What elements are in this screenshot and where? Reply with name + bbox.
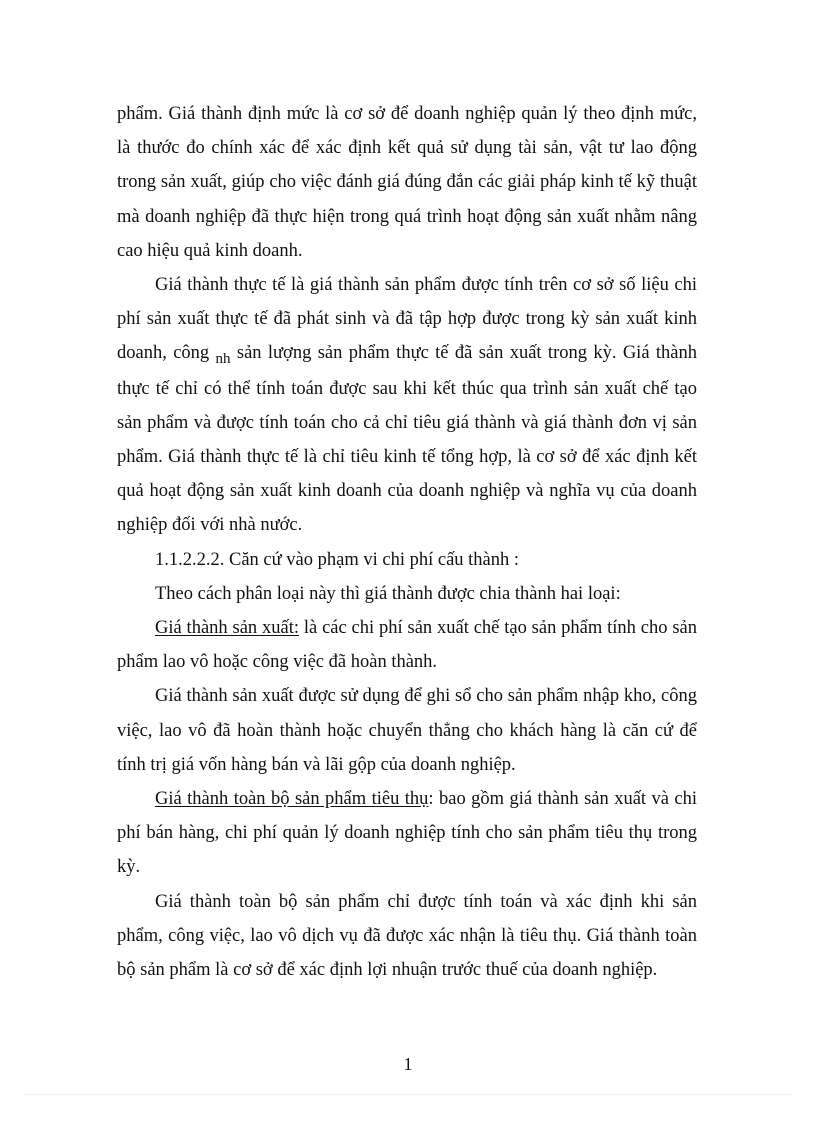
paragraph-actual-cost-part1: Giá thành thực tế là giá thành sản phẩm được tính trên cơ sở số liệu chi phí sản xuất thực tế đã phát sinh và đã tập hợp được trong kỳ sản xuất kinh doanh, công: [117, 275, 697, 364]
paragraph-continuation: phẩm. Giá thành định mức là cơ sở để doanh nghiệp quản lý theo định mức, là thước đo chính xác để xác định kết quả sử dụng tài sản, vật tư lao động trong sản xuất, giúp cho việc đánh giá đúng đắn các giải pháp kinh tế kỹ thuật mà doanh nghiệp đã thực hiện trong quá trình hoạt động sản xuất nhằm nâng cao hiệu quả kinh doanh.: [117, 104, 697, 261]
document-body: [117, 97, 697, 987]
paragraph-total-cost-usage: Giá thành toàn bộ sản phẩm chỉ được tính toán và xác định khi sản phẩm, công việc, lao vô dịch vụ đã được xác nhận là tiêu thụ. Giá thành toàn bộ sản phẩm là cơ sở để xác định lợi nhuận trước thuế của doanh nghiệp.: [117, 891, 697, 981]
subscript-fragment: nh: [215, 351, 231, 368]
section-heading: 1.1.2.2.2. Căn cứ vào phạm vi chi phí cấu thành :: [155, 549, 520, 570]
page-bottom-divider: [22, 1094, 794, 1095]
term-production-cost: Giá thành sản xuất:: [155, 618, 300, 639]
total-cost-definition: : bao gồm giá thành sản xuất và chi phí bán hàng, chi phí quản lý doanh nghiệp tính cho sản phẩm tiêu thụ trong kỳ.: [117, 789, 697, 878]
term-total-cost: Giá thành toàn bộ sản phẩm tiêu thụ: [155, 789, 429, 810]
production-cost-definition: là các chi phí sản xuất chế tạo sản phẩm tính cho sản phẩm lao vô hoặc công việc đã hoàn thành.: [117, 618, 697, 673]
paragraph-classification-intro: Theo cách phân loại này thì giá thành được chia thành hai loại:: [155, 583, 621, 604]
paragraph-production-cost: [117, 611, 697, 679]
paragraph-total-cost: [117, 782, 697, 885]
paragraph-actual-cost-part2: sản lượng sản phẩm thực tế đã sản xuất trong kỳ. Giá thành thực tế chỉ có thể tính toán được sau khi kết thúc qua trình sản xuất chế tạo sản phẩm và được tính toán cho cả chỉ tiêu giá thành và giá thành đơn vị sản phẩm. Giá thành thực tế là chỉ tiêu kinh tế tổng hợp, là cơ sở để xác định kết quả hoạt động sản xuất kinh doanh của doanh nghiệp và nghĩa vụ của doanh nghiệp đối với nhà nước.: [117, 343, 697, 536]
page-number: 1: [403, 1054, 413, 1074]
paragraph-production-cost-usage: Giá thành sản xuất được sử dụng để ghi sổ cho sản phẩm nhập kho, công việc, lao vô đã hoàn thành hoặc chuyển thẳng cho khách hàng là căn cứ để tính trị giá vốn hàng bán và lãi gộp của doanh nghiệp.: [117, 686, 697, 775]
paragraph-actual-cost: [117, 268, 697, 543]
